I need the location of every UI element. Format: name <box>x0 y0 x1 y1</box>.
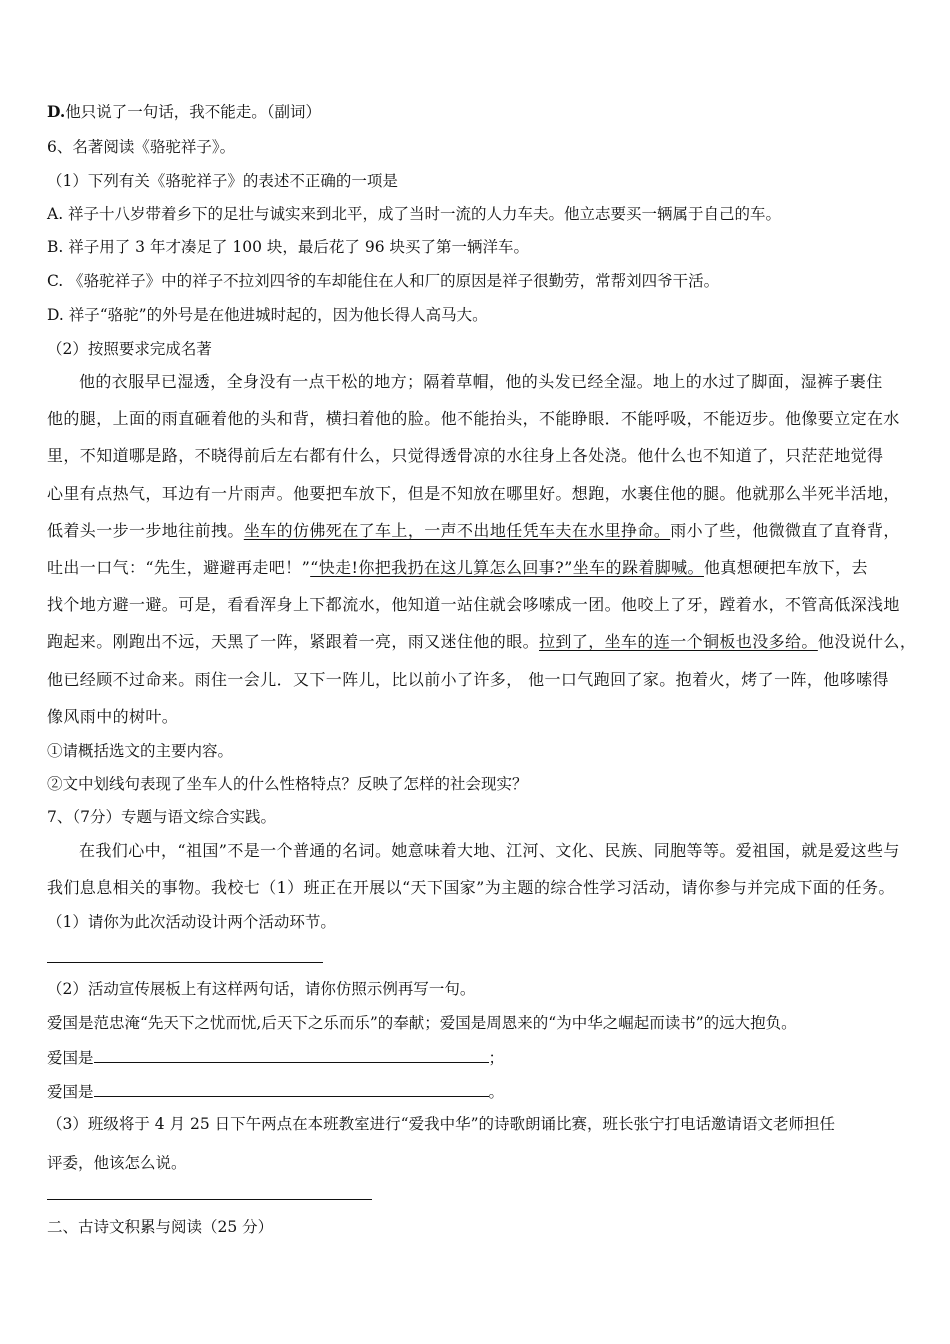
passage-line: 找个地方避一避。可是，看看浑身上下都流水，他知道一站住就会哆嗦成一团。他咬上了牙，蹚着水，不管高低深浅地 <box>47 595 900 614</box>
fill-end: 。 <box>488 1083 505 1101</box>
q7-part3-prompt-cont: 评委，他该怎么说。 <box>47 1154 187 1172</box>
fill-in-line-1 <box>47 1046 910 1068</box>
passage-line <box>47 632 917 652</box>
q6-sub-question-1: ①请概括选文的主要内容。 <box>47 742 234 760</box>
passage-line: 他的腿，上面的雨直砸着他的头和背，横扫着他的脸。他不能抬头，不能睁眼．不能呼吸，不能迈步。他像要立定在水 <box>47 409 900 428</box>
q6-sub-question-2: ②文中划线句表现了坐车人的什么性格特点？反映了怎样的社会现实？ <box>47 775 528 793</box>
q7-intro-line: 在我们心中，“祖国”不是一个普通的名词。她意味着大地、江河、文化、民族、同胞等等。爱祖国，就是爱这些与 <box>79 841 900 860</box>
fill-prefix: 爱国是 <box>47 1083 94 1101</box>
passage-line: 他已经顾不过命来。雨住一会儿．又下一阵儿，比以前小了许多， 他一口气跑回了家。抱着火，烤了一阵，他哆嗦得 <box>47 670 889 689</box>
q5-option-d <box>47 102 910 122</box>
q7-part1-prompt: （1）请你为此次活动设计两个活动环节。 <box>47 913 336 931</box>
fill-blank[interactable] <box>94 1080 489 1097</box>
underlined-sentence: 坐车的仿佛死在了车上，一声不出地任凭车夫在水里挣命。 <box>243 521 671 540</box>
fill-in-line-2 <box>47 1080 910 1102</box>
option-letter: D. <box>47 102 66 121</box>
section-heading: 二、古诗文积累与阅读（25 分） <box>47 1218 274 1236</box>
passage-text: 跑起来。刚跑出不远，天黑了一阵，紧跟着一亮，雨又迷住他的眼。 <box>47 632 540 651</box>
q6-option-c: C. 《骆驼祥子》中的祥子不拉刘四爷的车却能住在人和厂的原因是祥子很勤劳，常帮刘四爷干活。 <box>47 272 720 290</box>
fill-blank[interactable] <box>94 1046 489 1063</box>
passage-line <box>47 558 910 578</box>
answer-line[interactable] <box>47 1199 372 1200</box>
fill-end: ； <box>488 1049 505 1067</box>
q6-title: 6、名著阅读《骆驼祥子》。 <box>47 138 236 156</box>
q6-part1-prompt: （1）下列有关《骆驼祥子》的表述不正确的一项是 <box>47 172 398 190</box>
q6-option-a: A. 祥子十八岁带着乡下的足壮与诚实来到北平，成了当时一流的人力车夫。他立志要买一辆属于自己的车。 <box>47 205 782 223</box>
passage-line: 他的衣服早已湿透，全身没有一点干松的地方；隔着草帽，他的头发已经全湿。地上的水过了脚面，湿裤子裹住 <box>79 372 883 391</box>
q7-example: 爱国是范忠淹“先天下之忧而忧,后天下之乐而乐”的奉献；爱国是周恩来的“为中华之崛起而读书”的远大抱负。 <box>47 1014 797 1032</box>
q7-intro-line: 我们息息相关的事物。我校七（1）班正在开展以“天下国家”为主题的综合性学习活动，请你参与并完成下面的任务。 <box>47 878 895 897</box>
option-text: 他只说了一句话，我不能走。（副词） <box>65 103 322 121</box>
passage-line: 像风雨中的树叶。 <box>47 707 179 726</box>
underlined-sentence: 拉到了，坐车的连一个铜板也没多给。 <box>539 632 818 651</box>
q7-part2-prompt: （2）活动宣传展板上有这样两句话，请你仿照示例再写一句。 <box>47 980 476 998</box>
passage-text: 吐出一口气：“先生，避避再走吧！” <box>47 558 311 577</box>
passage-text: 他没说什么， <box>817 632 917 651</box>
passage-line: 心里有点热气，耳边有一片雨声。他要把车放下，但是不知放在哪里好。想跑，水裹住他的腿。他就那么半死半活地， <box>47 484 900 503</box>
passage-text: 雨小了些，他微微直了直脊背， <box>670 521 900 540</box>
fill-prefix: 爱国是 <box>47 1049 94 1067</box>
q6-part2-prompt: （2）按照要求完成名著 <box>47 340 212 358</box>
passage-line: 里，不知道哪是路，不晓得前后左右都有什么，只觉得透骨凉的水往身上各处浇。他什么也不知道了，只茫茫地觉得 <box>47 446 884 465</box>
q7-title: 7、（7分）专题与语文综合实践。 <box>47 808 276 826</box>
q7-part3-prompt: （3）班级将于 4 月 25 日下午两点在本班教室进行“爱我中华”的诗歌朗诵比赛，班长张宁打电话邀请语文老师担任 <box>47 1115 836 1133</box>
passage-line <box>47 521 910 541</box>
passage-text: 低着头一步一步地往前拽。 <box>47 521 244 540</box>
q6-option-b: B. 祥子用了 3 年才凑足了 100 块，最后花了 96 块买了第一辆洋车。 <box>47 238 529 256</box>
answer-line[interactable] <box>47 962 323 963</box>
passage-text: 他真想硬把车放下，去 <box>703 558 868 577</box>
q6-option-d: D. 祥子“骆驼”的外号是在他进城时起的，因为他长得人高马大。 <box>47 306 488 324</box>
underlined-sentence: “快走!你把我扔在这儿算怎么回事?”坐车的跺着脚喊。 <box>310 558 704 577</box>
